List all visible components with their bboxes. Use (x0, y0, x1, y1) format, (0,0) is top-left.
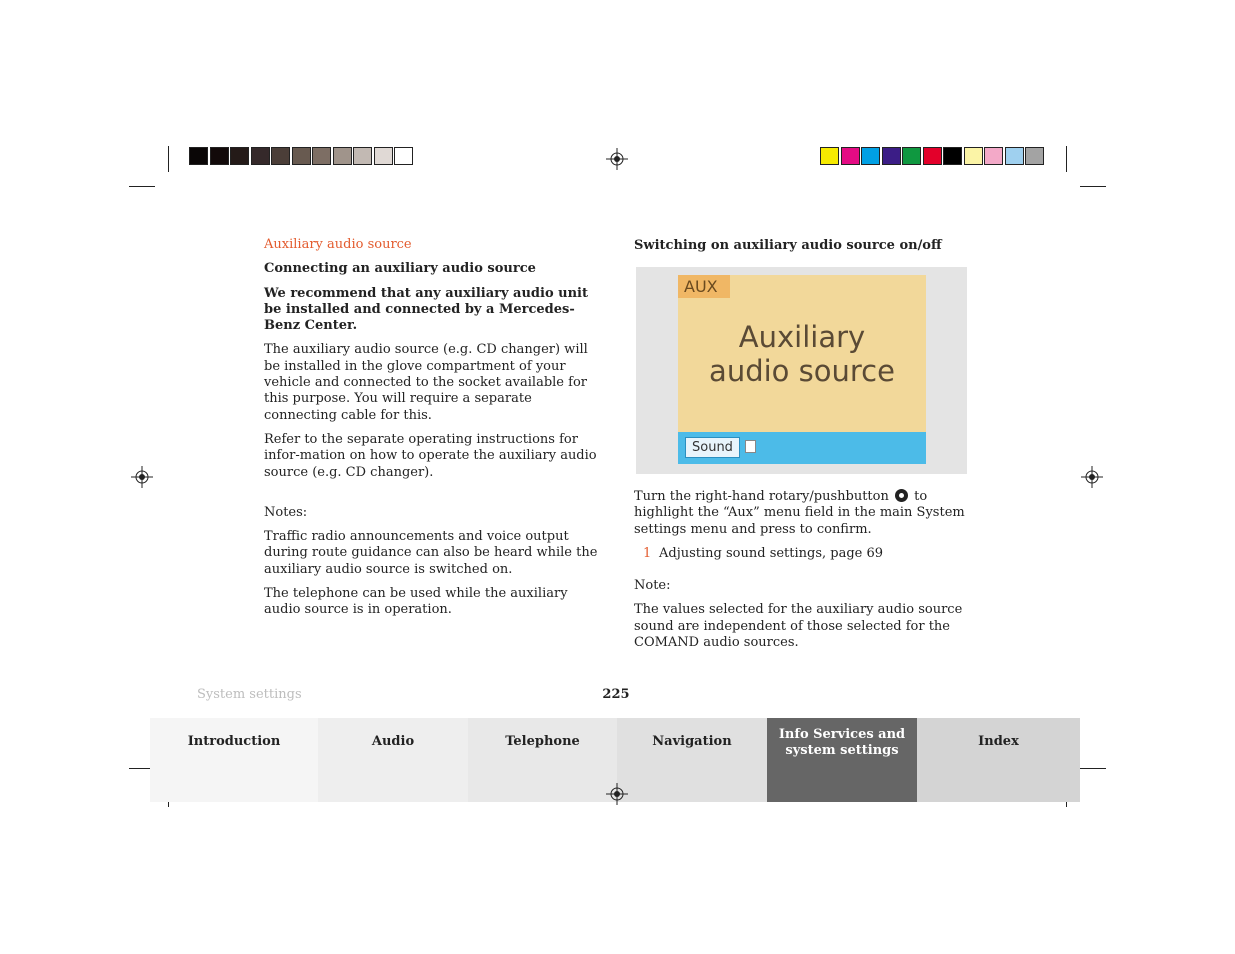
note: The values selected for the auxiliary audio source sound are independent of those selected for the COMAND audio sources. (634, 602, 963, 651)
instruction (634, 489, 979, 538)
tab-label: Index (978, 734, 1019, 749)
right-heading: Switching on auxiliary audio source on/off (634, 238, 942, 253)
aux-tag: AUX (678, 275, 730, 298)
tab-info-services[interactable] (767, 718, 917, 802)
paragraph: The auxiliary audio source (e.g. CD changer) will be installed in the glove compartment of your vehicle and connected to the socket available for this purpose. You will require a separate connecting cable for this. (264, 342, 588, 423)
instruction-part-1: Turn the right-hand rotary/pushbutton (634, 489, 889, 504)
note: Traffic radio announcements and voice output during route guidance can also be heard while the auxiliary audio source is switched on. (264, 529, 598, 577)
color-bar (820, 147, 1046, 165)
left-column (264, 237, 604, 627)
tab-label: Info Services and (778, 727, 906, 742)
tab-telephone[interactable] (468, 718, 617, 802)
tab-index[interactable] (917, 718, 1080, 802)
note: The telephone can be used while the auxiliary audio source is in operation. (264, 586, 568, 618)
recommendation: We recommend that any auxiliary audio unit be installed and connected by a Mercedes-Benz Center. (264, 285, 588, 334)
note-label: Note: (634, 578, 671, 594)
crop-mark (168, 146, 169, 172)
crop-mark (1080, 186, 1106, 187)
crop-mark (1066, 146, 1067, 172)
subheading: Connecting an auxiliary audio source (264, 261, 536, 277)
registration-mark-icon (606, 148, 628, 170)
instruction-part-2: to highlight the “Aux” menu field in the main System settings menu and press to confirm. (634, 489, 965, 537)
tab-label: Telephone (505, 734, 580, 749)
tab-navigation[interactable] (617, 718, 767, 802)
indicator-square (745, 440, 756, 453)
display-illustration (636, 267, 967, 474)
reference (634, 546, 979, 562)
registration-mark-icon (1081, 466, 1103, 488)
tab-introduction[interactable] (150, 718, 318, 802)
comand-screen (678, 275, 926, 464)
page-number: 225 (602, 687, 630, 702)
sound-softkey: Sound (685, 437, 740, 458)
crop-mark (1080, 768, 1106, 769)
reference-number: 1 (643, 545, 652, 561)
footer-section-name: System settings (197, 687, 302, 702)
tab-label-line2: system settings (785, 743, 899, 758)
screen-line-1: Auxiliary (738, 320, 866, 354)
tab-label: Audio (371, 734, 415, 749)
right-column (634, 489, 979, 659)
paragraph: Refer to the separate operating instructions for infor-mation on how to operate the auxiliary audio source (e.g. CD changer). (264, 431, 597, 480)
notes-label: Notes: (264, 504, 308, 520)
reference-text: Adjusting sound settings, page 69 (659, 545, 884, 561)
registration-mark-icon (606, 783, 628, 805)
section-title: Auxiliary audio source (264, 237, 412, 252)
tab-audio[interactable] (318, 718, 468, 802)
crop-mark (129, 186, 155, 187)
registration-mark-icon (131, 466, 153, 488)
tab-label: Navigation (652, 734, 732, 749)
grayscale-bar (189, 147, 415, 165)
screen-line-2: audio source (709, 354, 895, 388)
tab-label: Introduction (187, 734, 281, 749)
right-heading-wrap (634, 238, 974, 262)
rotary-knob-icon (895, 489, 908, 502)
